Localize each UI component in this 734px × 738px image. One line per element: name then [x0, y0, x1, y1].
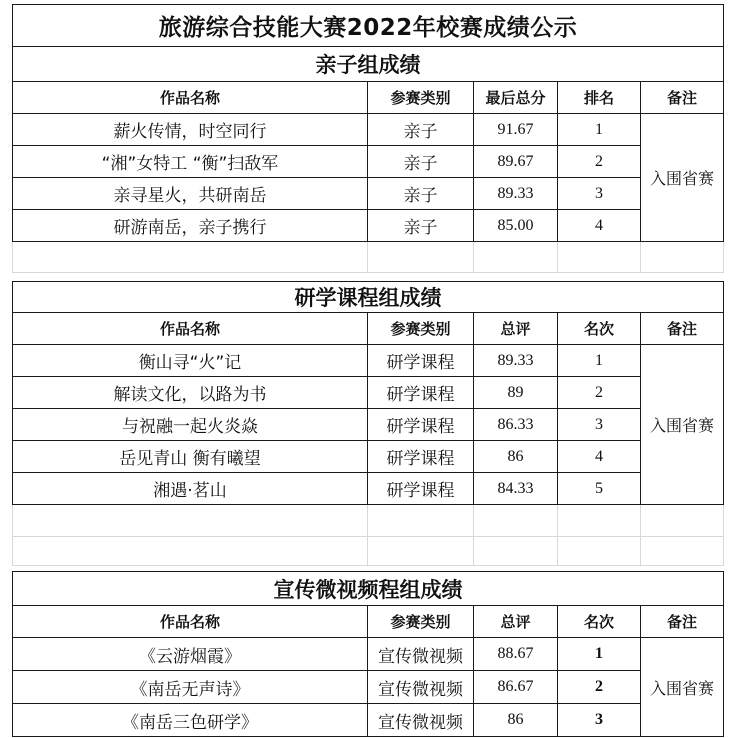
column-header: 总评 [474, 313, 558, 345]
score-cell: 86 [474, 704, 558, 737]
empty-cell [641, 537, 724, 566]
column-header: 最后总分 [474, 82, 558, 114]
empty-cell [368, 505, 474, 537]
column-header: 参赛类别 [368, 313, 474, 345]
rank-cell: 2 [558, 377, 641, 409]
score-cell: 85.00 [474, 210, 558, 242]
category-cell: 研学课程 [368, 409, 474, 441]
empty-cell [12, 537, 368, 566]
section-title: 研学课程组成绩 [12, 281, 724, 313]
score-cell: 88.67 [474, 638, 558, 671]
work-name-cell: 薪火传情，时空同行 [12, 114, 368, 146]
rank-cell: 2 [558, 671, 641, 704]
score-cell: 89 [474, 377, 558, 409]
category-cell: 亲子 [368, 210, 474, 242]
column-header: 名次 [558, 606, 641, 638]
score-cell: 86.33 [474, 409, 558, 441]
category-cell: 宣传微视频 [368, 638, 474, 671]
page-title: 旅游综合技能大赛2022年校赛成绩公示 [12, 4, 724, 47]
category-cell: 宣传微视频 [368, 671, 474, 704]
empty-cell [558, 537, 641, 566]
column-header: 参赛类别 [368, 606, 474, 638]
work-name-cell: 《云游烟霞》 [12, 638, 368, 671]
empty-cell [641, 242, 724, 273]
category-cell: 研学课程 [368, 441, 474, 473]
score-cell: 86.67 [474, 671, 558, 704]
rank-cell: 3 [558, 409, 641, 441]
column-header: 总评 [474, 606, 558, 638]
work-name-cell: 《南岳无声诗》 [12, 671, 368, 704]
work-name-cell: 湘遇·茗山 [12, 473, 368, 505]
column-header: 作品名称 [12, 313, 368, 345]
work-name-cell: 岳见青山 衡有曦望 [12, 441, 368, 473]
score-cell: 89.33 [474, 345, 558, 377]
rank-cell: 2 [558, 146, 641, 178]
score-cell: 91.67 [474, 114, 558, 146]
empty-cell [474, 505, 558, 537]
rank-cell: 3 [558, 704, 641, 737]
empty-cell [474, 537, 558, 566]
note-cell: 入围省赛 [641, 638, 724, 737]
column-header: 备注 [641, 313, 724, 345]
empty-cell [368, 242, 474, 273]
empty-cell [368, 537, 474, 566]
category-cell: 亲子 [368, 114, 474, 146]
column-header: 作品名称 [12, 82, 368, 114]
score-cell: 89.67 [474, 146, 558, 178]
note-cell: 入围省赛 [641, 114, 724, 242]
category-cell: 亲子 [368, 178, 474, 210]
empty-cell [12, 242, 368, 273]
score-cell: 89.33 [474, 178, 558, 210]
work-name-cell: 解读文化，以路为书 [12, 377, 368, 409]
column-header: 名次 [558, 313, 641, 345]
work-name-cell: “湘”女特工 “衡”扫敌军 [12, 146, 368, 178]
work-name-cell: 亲寻星火，共研南岳 [12, 178, 368, 210]
rank-cell: 3 [558, 178, 641, 210]
column-header: 参赛类别 [368, 82, 474, 114]
column-header: 备注 [641, 606, 724, 638]
column-header: 作品名称 [12, 606, 368, 638]
empty-cell [641, 505, 724, 537]
rank-cell: 4 [558, 441, 641, 473]
empty-cell [12, 505, 368, 537]
category-cell: 研学课程 [368, 377, 474, 409]
category-cell: 亲子 [368, 146, 474, 178]
rank-cell: 1 [558, 114, 641, 146]
score-cell: 84.33 [474, 473, 558, 505]
section-title: 宣传微视频程组成绩 [12, 571, 724, 606]
note-cell: 入围省赛 [641, 345, 724, 505]
column-header: 备注 [641, 82, 724, 114]
work-name-cell: 研游南岳，亲子携行 [12, 210, 368, 242]
work-name-cell: 衡山寻“火”记 [12, 345, 368, 377]
category-cell: 研学课程 [368, 345, 474, 377]
empty-cell [474, 242, 558, 273]
rank-cell: 4 [558, 210, 641, 242]
score-cell: 86 [474, 441, 558, 473]
section-title: 亲子组成绩 [12, 47, 724, 82]
work-name-cell: 《南岳三色研学》 [12, 704, 368, 737]
empty-cell [558, 242, 641, 273]
work-name-cell: 与祝融一起火炎焱 [12, 409, 368, 441]
column-header: 排名 [558, 82, 641, 114]
category-cell: 宣传微视频 [368, 704, 474, 737]
rank-cell: 1 [558, 345, 641, 377]
rank-cell: 1 [558, 638, 641, 671]
rank-cell: 5 [558, 473, 641, 505]
empty-cell [558, 505, 641, 537]
category-cell: 研学课程 [368, 473, 474, 505]
